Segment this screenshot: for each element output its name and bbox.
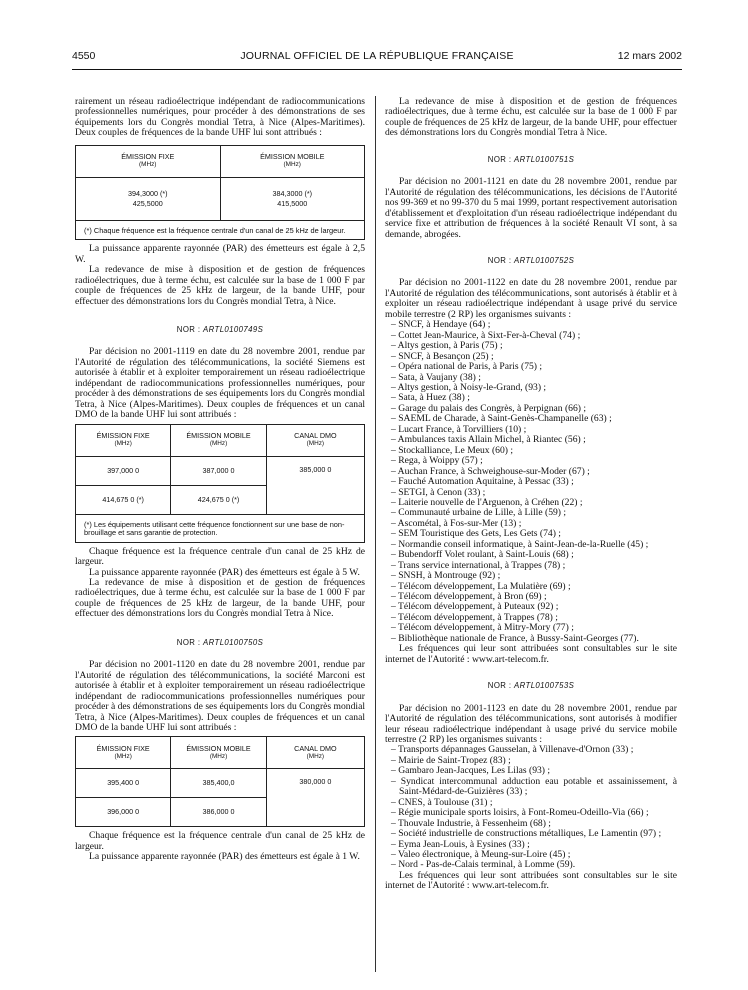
nor-code: ARTL0100750S	[203, 637, 264, 647]
unit-label: (MHz)	[114, 440, 132, 448]
list-item: – Garage du palais des Congrès, à Perpignan (66) ;	[385, 404, 677, 414]
paragraph: Par décision no 2001-1123 en date du 28 novembre 2001, rendue par l'Autorité de régulation des télécommunications, sont autorisés à modifier leur réseau radioélectrique indépendant à usage privé du service mobile terrestre (2 RP) les organismes suivants :	[385, 702, 677, 746]
list-item: – SEM Touristique des Gets, Les Gets (74) ;	[385, 529, 677, 539]
paragraph: La redevance de mise à disposition et de gestion de fréquences radioélectriques, due à terme échu, est calculée sur la base de 1 000 F par couple de fréquences de 25 kHz de largeur, de la bande UHF, pour effectuer des démonstrations lors du Congrès mondial Tetra, à Nice.	[75, 264, 365, 307]
nor-reference: NOR : ARTL0100749S	[176, 325, 264, 335]
list-item: – Lucart France, à Torvilliers (10) ;	[385, 425, 677, 435]
unit-label: (MHz)	[209, 752, 228, 760]
nor-reference: NOR : ARTL0100753S	[487, 681, 575, 691]
list-item: – Télécom développement, à Puteaux (92) ;	[385, 602, 677, 612]
table-cell: 424,675 0 (*)	[171, 485, 266, 514]
unit-label: (MHz)	[283, 161, 301, 169]
table-cell: 380,000 0	[266, 769, 364, 827]
nor-code: ARTL0100752S	[514, 255, 575, 265]
nor-code: ARTL0100749S	[203, 325, 264, 335]
list-item: – Télécom développement, à Mitry-Mory (77) ;	[385, 623, 677, 633]
nor-reference: NOR : ARTL0100751S	[487, 154, 575, 164]
paragraph: La puissance apparente rayonnée (PAR) des émetteurs est égale à 2,5 W.	[75, 243, 365, 265]
list-item: – Télécom développement, à Trappes (78) ;	[385, 613, 677, 623]
list-item: – Communauté urbaine de Lille, à Lille (59) ;	[385, 508, 677, 518]
column-divider	[375, 96, 376, 972]
frequency-table-1	[75, 145, 365, 241]
list-item: – Bibliothèque nationale de France, à Bussy-Saint-Georges (77).	[385, 634, 677, 644]
paragraph: La redevance de mise à disposition et de gestion de fréquences radioélectriques, due à terme échu, est calculée sur la base de 1 000 F par couple de fréquences de 25 kHz de largeur, de la bande UHF, pour effectuer des démonstrations lors du Congrès mondial Tetra à Nice.	[385, 96, 677, 139]
list-item: – Société industrielle de constructions métalliques, Le Lamentin (97) ;	[385, 829, 677, 839]
list-item: – Stockalliance, Le Meux (60) ;	[385, 446, 677, 456]
list-item: – SAEML de Charade, à Saint-Genès-Champanelle (63) ;	[385, 414, 677, 424]
issue-date: 12 mars 2002	[617, 50, 682, 62]
frequency-table-2	[75, 424, 365, 543]
col-header-mobile: ÉMISSION MOBILE	[186, 431, 251, 441]
list-item: – Ambulances taxis Allain Michel, à Riantec (56) ;	[385, 435, 677, 445]
list-item: – Mairie de Saint-Tropez (83) ;	[385, 756, 677, 766]
list-item: – Régie municipale sports loisirs, à Font-Romeu-Odeillo-Via (66) ;	[385, 808, 677, 818]
list-item: – Cottet Jean-Maurice, à Sixt-Fer-à-Cheval (74) ;	[385, 331, 677, 341]
list-item: – Thouvale Industrie, à Fessenheim (68) ;	[385, 819, 677, 829]
table-cell: 396,000 0	[76, 798, 171, 827]
list-item: – Transports dépannages Gausselan, à Villenave-d'Ornon (33) ;	[385, 745, 677, 755]
table-cell: 397,000 0	[76, 456, 171, 485]
paragraph: Chaque fréquence est la fréquence centrale d'un canal de 25 kHz de largeur.	[75, 545, 365, 568]
list-item: – Sata, à Huez (38) ;	[385, 393, 677, 403]
list-item: – Auchan France, à Schweighouse-sur-Moder (67) ;	[385, 467, 677, 477]
list-item: – SNCF, à Besançon (25) ;	[385, 352, 677, 362]
page-header	[72, 50, 682, 66]
nor-code: ARTL0100753S	[514, 681, 575, 691]
list-item: – Altys gestion, à Noisy-le-Grand, (93) ;	[385, 383, 677, 393]
col-header-fixe: ÉMISSION FIXE	[121, 152, 175, 162]
table-cell: 414,675 0 (*)	[76, 485, 171, 514]
right-column	[385, 97, 677, 892]
list-item: – SNSH, à Montrouge (92) ;	[385, 571, 677, 581]
unit-label: (MHz)	[306, 440, 325, 448]
col-header-dmo: CANAL DMO	[294, 743, 337, 753]
paragraph: Par décision no 2001-1120 en date du 28 novembre 2001, rendue par l'Autorité de régulation des télécommunications, la société Marconi est autorisée à établir et à exploiter temporairement un réseau radioélectrique indépendant de radiocommunications professionnelles numériques pour procéder à des démonstrations de ses équipements lors du Congrès mondial Tetra, à Nice (Alpes-Maritimes). Deux couples de fréquences et un canal DMO de la bande UHF lui sont attribués :	[75, 659, 365, 733]
list-item: – Fauché Automation Aquitaine, à Pessac (33) ;	[385, 477, 677, 487]
unit-label: (MHz)	[306, 752, 325, 760]
journal-title: JOURNAL OFFICIEL DE LA RÉPUBLIQUE FRANÇAISE	[240, 50, 514, 62]
paragraph: La puissance apparente rayonnée (PAR) des émetteurs est égale à 5 W.	[89, 566, 360, 578]
col-header-mobile: ÉMISSION MOBILE	[186, 743, 251, 753]
nor-reference: NOR : ARTL0100750S	[176, 637, 264, 647]
paragraph: Par décision no 2001-1119 en date du 28 novembre 2001, rendue par l'Autorité de régulation des télécommunications, la société Siemens est autorisée à établir et à exploiter temporairement un réseau radioélectrique indépendant de radiocommunications professionnelles numériques, pour procéder à des démonstrations de ses équipements lors du Congrès mondial Tetra, à Nice (Alpes-Maritimes). Deux couples de fréquences et un canal DMO de la bande UHF lui sont attribués :	[75, 346, 365, 421]
list-item: – Télécom développement, La Mulatière (69) ;	[385, 582, 677, 592]
list-item: – Trans service international, à Trappes (78) ;	[385, 561, 677, 571]
list-item: – Normandie conseil informatique, à Saint-Jean-de-la-Ruelle (45) ;	[385, 540, 677, 550]
cell-mobile: 384,3000 (*) 415,5000	[220, 177, 365, 220]
table-footnote: (*) Les équipements utilisant cette fréquence fonctionnent sur une base de non-brouillage et sans garantie de protection.	[76, 514, 365, 542]
unit-label: (MHz)	[139, 161, 157, 169]
list-item: – SNCF, à Hendaye (64) ;	[385, 320, 677, 330]
unit-label: (MHz)	[114, 752, 132, 760]
paragraph: Chaque fréquence est la fréquence centrale d'un canal de 25 kHz de largeur.	[75, 830, 365, 852]
nor-reference: NOR : ARTL0100752S	[487, 255, 575, 265]
list-item: – Bubendorff Volet roulant, à Saint-Louis (68) ;	[385, 550, 677, 560]
list-item: – Nord - Pas-de-Calais terminal, à Lomme (59).	[385, 860, 677, 870]
list-item: – SETGI, à Cenon (33) ;	[385, 488, 677, 498]
list-item: – Opéra national de Paris, à Paris (75) ;	[385, 362, 677, 372]
header-rule	[72, 69, 682, 70]
cell-fixe: 394,3000 (*) 425,5000	[76, 177, 221, 220]
list-item: – Eyma Jean-Louis, à Eysines (33) ;	[385, 840, 677, 850]
list-item: – Syndicat intercommunal adduction eau potable et assainissement, à Saint-Médard-de-Guizières (33) ;	[385, 777, 677, 798]
organism-list	[385, 320, 677, 644]
paragraph: Les fréquences qui leur sont attribuées sont consultables sur le site internet de l'Autorité : www.art-telecom.fr.	[385, 869, 677, 892]
paragraph: Les fréquences qui leur sont attribuées sont consultables sur le site internet de l'Autorité : www.art-telecom.fr.	[385, 643, 677, 665]
page-number: 4550	[72, 50, 96, 62]
col-header-mobile: ÉMISSION MOBILE	[260, 152, 325, 162]
list-item: – Laiterie nouvelle de l'Arguenon, à Créhen (22) ;	[385, 498, 677, 508]
col-header-fixe: ÉMISSION FIXE	[96, 743, 150, 753]
unit-label: (MHz)	[209, 440, 228, 448]
list-item: – Altys gestion, à Paris (75) ;	[385, 341, 677, 351]
nor-code: ARTL0100751S	[514, 154, 575, 164]
paragraph: La redevance de mise à disposition et de gestion de fréquences radioélectriques, due à terme échu, est calculée sur la base de 1 000 F par couple de fréquences de 25 kHz de largeur, de la bande UHF, pour effectuer des démonstrations lors du Congrès mondial Tetra à Nice.	[75, 577, 365, 620]
list-item: – Sata, à Vaujany (38) ;	[385, 373, 677, 383]
left-column	[75, 97, 365, 863]
table-cell: 395,400 0	[76, 769, 171, 798]
table-cell: 385,400,0	[171, 769, 266, 798]
list-item: – Valeo électronique, à Meung-sur-Loire (45) ;	[385, 850, 677, 860]
table-cell: 387,000 0	[171, 456, 266, 485]
list-item: – Gambaro Jean-Jacques, Les Lilas (93) ;	[385, 766, 677, 776]
organism-list	[385, 745, 677, 870]
table-cell: 386,000 0	[171, 798, 266, 827]
col-header-fixe: ÉMISSION FIXE	[96, 431, 150, 441]
list-item: – Ascométal, à Fos-sur-Mer (13) ;	[385, 519, 677, 529]
list-item: – Télécom développement, à Bron (69) ;	[385, 592, 677, 602]
table-cell: 385,000 0	[266, 456, 364, 514]
paragraph: La puissance apparente rayonnée (PAR) des émetteurs est égale à 1 W.	[89, 851, 360, 863]
list-item: – CNES, à Toulouse (31) ;	[385, 798, 677, 808]
frequency-table-3	[75, 736, 365, 827]
paragraph: rairement un réseau radioélectrique indépendant de radiocommunications professionnelles numériques, pour procéder à des démonstrations de ses équipements lors du Congrès mondial Tetra, à Nice (Alpes-Maritimes). Deux couples de fréquences de la bande UHF lui sont attribués :	[75, 96, 365, 139]
paragraph: Par décision no 2001-1122 en date du 28 novembre 2001, rendue par l'Autorité de régulation des télécommunications, sont autorisés à établir et à exploiter un réseau radioélectrique indépendant à usage privé du service mobile terrestre (2 RP) les organismes suivants :	[385, 277, 677, 320]
table-footnote: (*) Chaque fréquence est la fréquence centrale d'un canal de 25 kHz de largeur.	[76, 220, 365, 240]
list-item: – Rega, à Woippy (57) ;	[385, 456, 677, 466]
paragraph: Par décision no 2001-1121 en date du 28 novembre 2001, rendue par l'Autorité de régulation des télécommunications, les décisions de l'Autorité nos 99-369 et no 99-370 du 5 mai 1999, portant respectivement autorisation d'établissement et d'exploitation d'un réseau radioélectrique indépendant du service fixe et attribution de fréquences à la société Renault VI sont, à sa demande, abrogées.	[385, 176, 677, 240]
col-header-dmo: CANAL DMO	[294, 431, 337, 441]
